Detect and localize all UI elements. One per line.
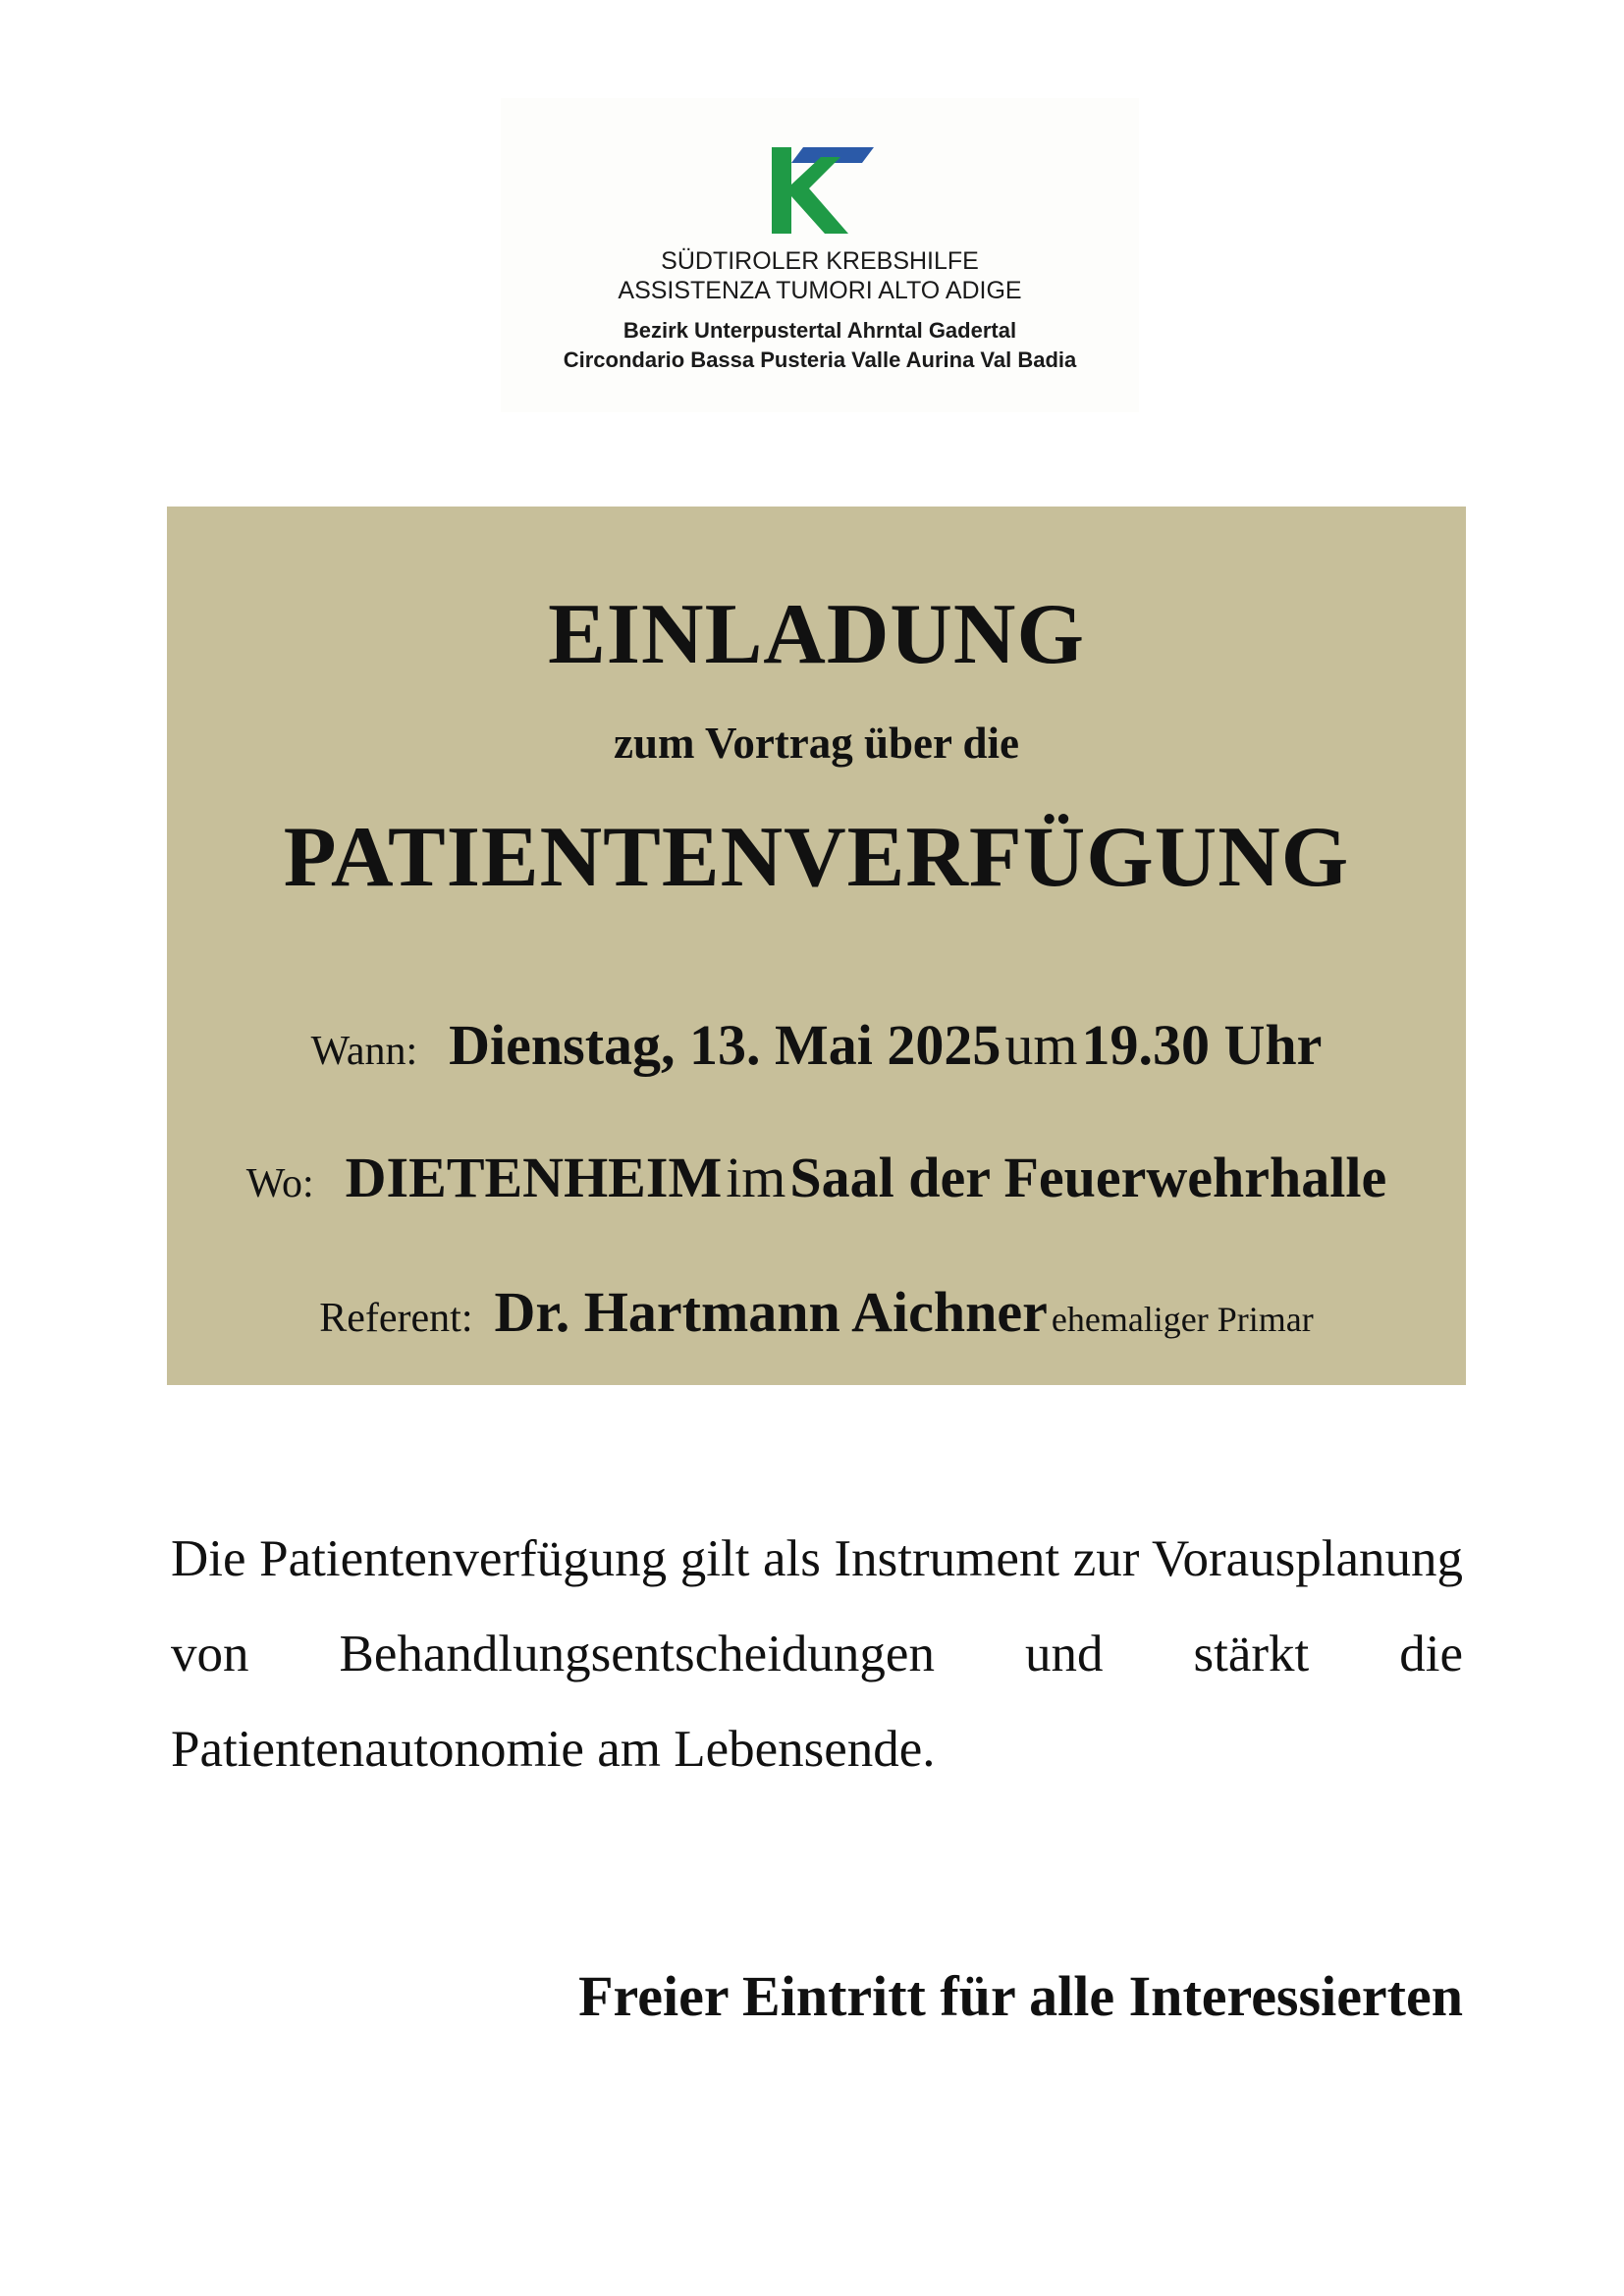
event-speaker-row	[167, 1279, 1466, 1345]
event-time: 19.30 Uhr	[1081, 1013, 1323, 1077]
event-date-row	[167, 1012, 1466, 1078]
when-connector: um	[1004, 1013, 1078, 1077]
invitation-subtitle: zum Vortrag über die	[614, 719, 1019, 768]
organization-name-de: SÜDTIROLER KREBSHILFE	[661, 247, 979, 275]
when-label: Wann:	[310, 1029, 418, 1074]
event-venue: Saal der Feuerwehrhalle	[789, 1146, 1387, 1209]
krebshilfe-logo-icon	[766, 145, 874, 236]
event-location-row	[167, 1145, 1466, 1210]
free-entry-notice: Freier Eintritt für alle Interessierten	[578, 1964, 1463, 2028]
event-date: Dienstag, 13. Mai 2025	[449, 1013, 1001, 1077]
organization-logo-block	[501, 98, 1139, 412]
speaker-name: Dr. Hartmann Aichner	[494, 1280, 1048, 1344]
description-paragraph: Die Patientenverfügung gilt als Instrument zur Vorausplanung von Behandlungsentscheidungen und stärkt die Patientenautonomie am Lebensende.	[171, 1530, 1463, 1778]
where-label: Wo:	[245, 1161, 314, 1206]
district-name-it: Circondario Bassa Pusteria Valle Aurina Val Badia	[563, 347, 1077, 372]
where-connector: im	[726, 1146, 786, 1209]
speaker-label: Referent:	[319, 1296, 473, 1341]
invitation-topic: PATIENTENVERFÜGUNG	[283, 810, 1350, 905]
organization-name-it: ASSISTENZA TUMORI ALTO ADIGE	[618, 277, 1022, 304]
invitation-box	[167, 507, 1466, 1385]
event-place: DIETENHEIM	[345, 1146, 723, 1209]
district-name-de: Bezirk Unterpustertal Ahrntal Gadertal	[623, 318, 1017, 343]
speaker-role: ehemaliger Primar	[1051, 1300, 1314, 1339]
invitation-title: EINLADUNG	[548, 587, 1085, 682]
